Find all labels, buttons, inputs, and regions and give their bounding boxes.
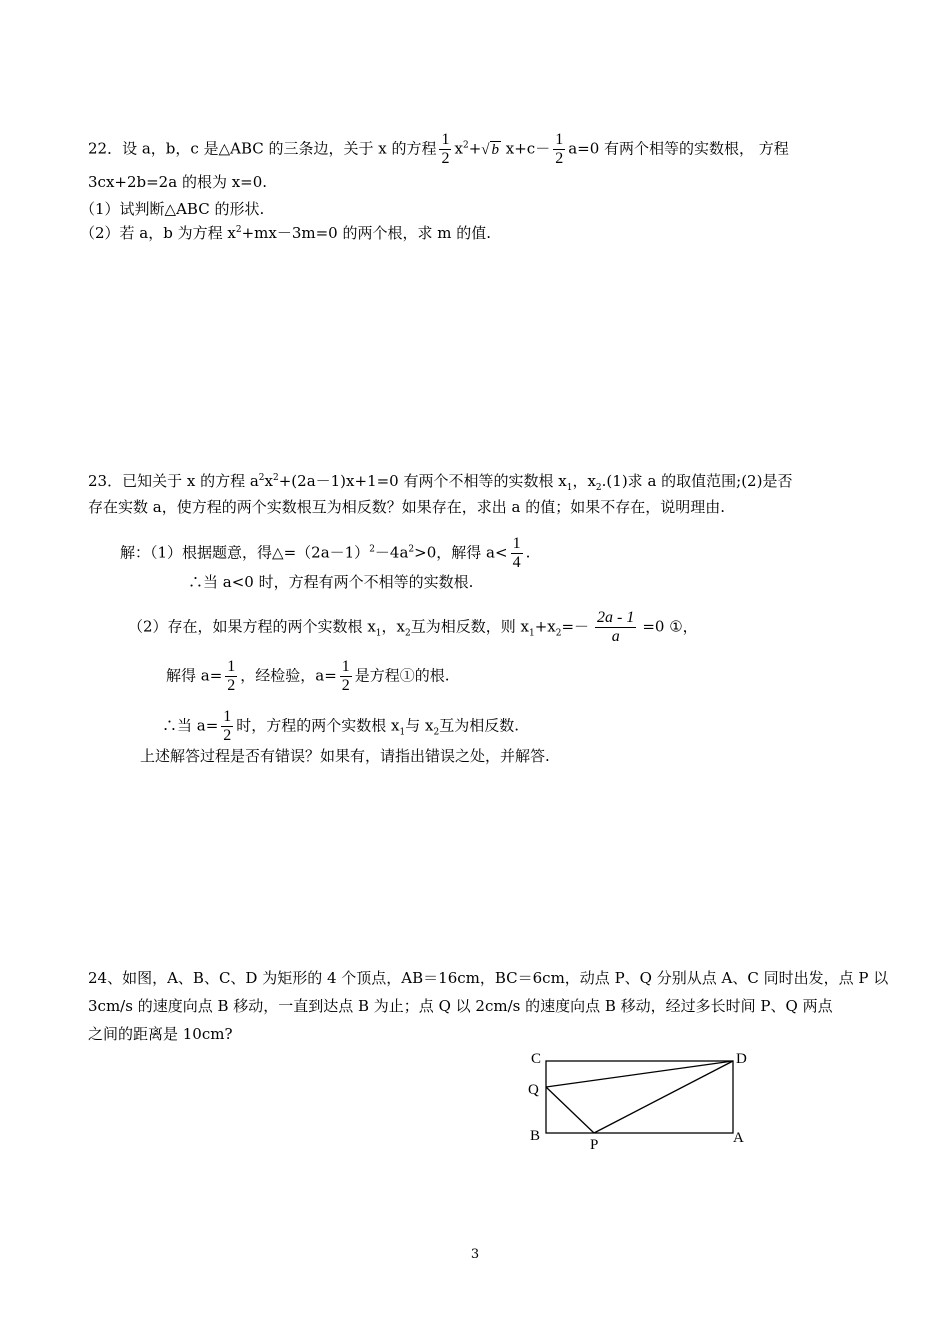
exponent: 2 <box>462 140 469 151</box>
solution-text: 与 x <box>405 716 434 735</box>
solution-text: ，x <box>381 617 405 636</box>
subscript: 2 <box>555 628 562 639</box>
fraction-numerator: 1 <box>555 131 564 148</box>
fraction-numerator: 1 <box>512 535 521 552</box>
q22-text: a=0 有两个相等的实数根， 方程 <box>568 139 789 158</box>
label-p: P <box>590 1137 599 1153</box>
q23-text: 23．已知关于 x 的方程 a <box>88 472 259 490</box>
q22-line-1 <box>88 131 789 168</box>
q22-text: x+c－ <box>505 139 551 158</box>
solution-text: +x <box>534 617 556 636</box>
q23-line-2: 存在实数 a，使方程的两个实数根互为相反数？如果存在，求出 a 的值；如果不存在，说明理由. <box>88 498 725 516</box>
square-root: √ b <box>481 141 499 158</box>
subscript: 2 <box>595 483 602 493</box>
fraction-numerator: 2a - 1 <box>597 609 635 626</box>
q24-line-1: 24、如图，A、B、C、D 为矩形的 4 个顶点，AB＝16cm，BC＝6cm，动点 P、Q 分别从点 A、C 同时出发，点 P 以 <box>88 969 889 987</box>
q23-solution-1 <box>120 535 530 572</box>
q23-text: +(2a－1)x+1=0 有两个不相等的实数根 x <box>278 472 567 490</box>
solution-text: ∴当 a= <box>162 716 219 735</box>
fraction-expression <box>595 609 636 646</box>
fraction-half <box>340 658 352 695</box>
q23-text: x <box>264 472 273 490</box>
solution-text: ，经检验，a= <box>240 666 337 685</box>
q23-solution-4 <box>166 658 450 695</box>
q22-text: + <box>468 139 482 158</box>
page-number: 3 <box>470 1247 480 1262</box>
q22-text: x <box>454 139 463 158</box>
exponent: 2 <box>258 473 265 483</box>
fraction-denominator: 2 <box>227 677 236 694</box>
segment-qp <box>546 1087 594 1133</box>
fraction-half <box>225 658 237 695</box>
solution-text: 互为相反数. <box>439 716 519 735</box>
fraction-denominator: 2 <box>341 677 350 694</box>
solution-text: （2）存在，如果方程的两个实数根 x <box>128 617 376 636</box>
q23-text: .(1)求 a 的取值范围;(2)是否 <box>601 472 793 490</box>
solution-text: 时，方程的两个实数根 x <box>236 716 400 735</box>
q22-part-1: （1）试判断△ABC 的形状. <box>80 200 265 218</box>
label-c: C <box>531 1051 542 1067</box>
q23-solution-3 <box>128 609 698 646</box>
rectangle-abcd <box>546 1061 733 1133</box>
solution-text: >0，解得 a< <box>414 543 508 562</box>
label-q: Q <box>528 1082 539 1098</box>
fraction-denominator: a <box>595 627 636 646</box>
subscript: 2 <box>433 727 440 738</box>
q23-solution-2: ∴当 a<0 时，方程有两个不相等的实数根. <box>188 573 474 591</box>
q23-line-1 <box>88 471 792 491</box>
solution-text: . <box>525 543 531 562</box>
solution-text: =0 ①， <box>642 617 698 636</box>
q24-line-3: 之间的距离是 10cm? <box>88 1025 233 1043</box>
exponent: 2 <box>235 225 242 235</box>
fraction-numerator: 1 <box>227 658 236 675</box>
q23-solution-5 <box>162 708 519 745</box>
q22-text: （2）若 a，b 为方程 x <box>80 224 236 242</box>
label-b: B <box>530 1128 541 1144</box>
exponent: 2 <box>408 544 415 555</box>
q22-text: 22．设 a，b，c 是△ABC 的三条边，关于 x 的方程 <box>88 139 437 158</box>
q23-text: ，x <box>572 472 596 490</box>
exponent: 2 <box>369 544 375 555</box>
fraction-denominator: 4 <box>512 554 521 571</box>
subscript: 2 <box>404 628 411 639</box>
fraction-denominator: 2 <box>223 727 232 744</box>
solution-text: －4a <box>374 543 409 562</box>
radicand: b <box>491 141 499 158</box>
q22-part-2 <box>80 223 491 243</box>
fraction-denominator: 2 <box>555 150 564 167</box>
rectangle-figure <box>520 1045 760 1157</box>
fraction-half <box>221 708 233 745</box>
fraction-half <box>553 131 565 168</box>
fraction-half <box>439 131 451 168</box>
subscript: 1 <box>566 483 573 493</box>
label-a: A <box>733 1130 744 1146</box>
fraction-denominator: 2 <box>441 150 450 167</box>
q24-line-2: 3cm/s 的速度向点 B 移动，一直到达点 B 为止；点 Q 以 2cm/s 的速度向点 B 移动，经过多长时间 P、Q 两点 <box>88 997 833 1015</box>
subscript: 1 <box>399 727 406 738</box>
fraction-numerator: 1 <box>341 658 350 675</box>
fraction-quarter <box>511 535 523 572</box>
fraction-numerator: 1 <box>223 708 232 725</box>
solution-text: =－ <box>561 617 590 636</box>
solution-text: 解得 a= <box>166 666 223 685</box>
subscript: 1 <box>375 628 382 639</box>
solution-text: 解：（1）根据题意，得△=（2a－1） <box>120 543 370 562</box>
solution-text: 互为相反数，则 x <box>410 617 529 636</box>
q22-line-2: 3cx+2b=2a 的根为 x=0. <box>88 173 268 191</box>
exponent: 2 <box>273 473 279 483</box>
q22-text: +mx－3m=0 的两个根，求 m 的值. <box>241 224 492 242</box>
segment-pd <box>594 1061 733 1133</box>
solution-text: 是方程①的根. <box>354 666 450 685</box>
q23-question-followup: 上述解答过程是否有错误？如果有，请指出错误之处，并解答. <box>140 747 550 765</box>
subscript: 1 <box>528 628 535 639</box>
label-d: D <box>736 1051 747 1067</box>
segment-qd <box>546 1061 733 1087</box>
fraction-numerator: 1 <box>441 131 450 148</box>
